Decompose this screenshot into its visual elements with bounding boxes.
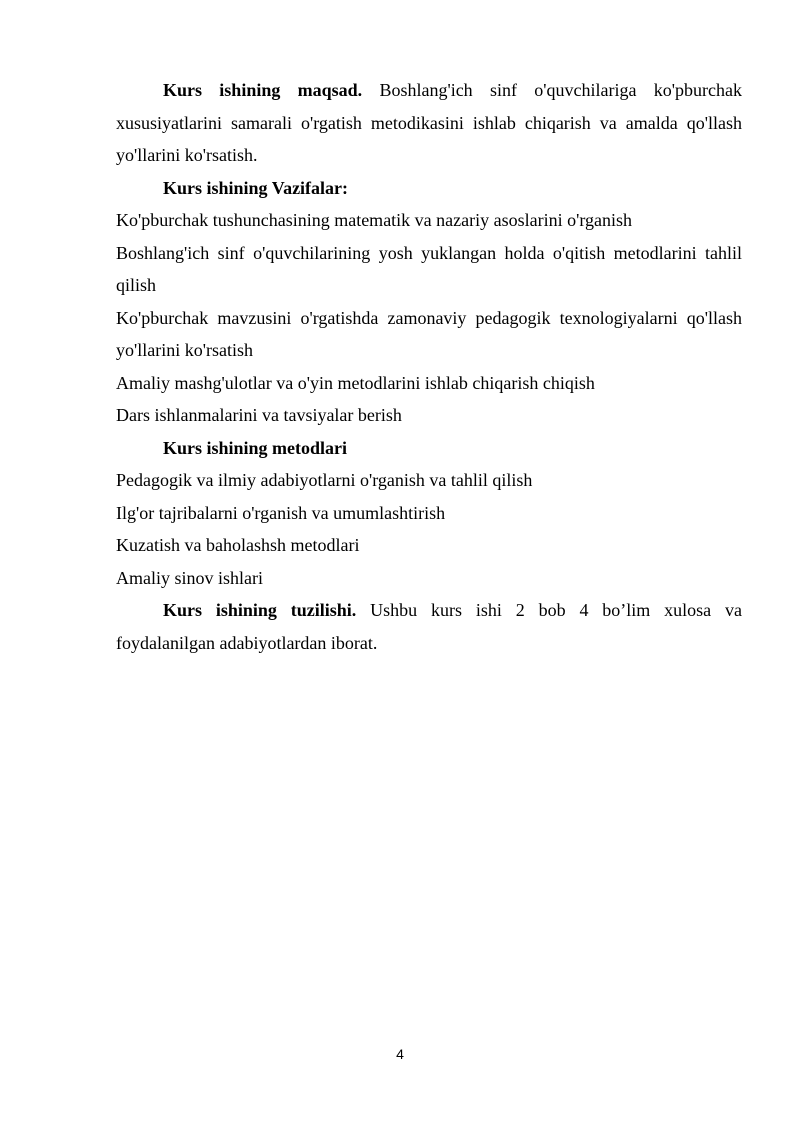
goal-paragraph: [116, 74, 742, 172]
goal-label: Kurs ishining maqsad.: [163, 80, 363, 100]
task-item: Amaliy mashg'ulotlar va o'yin metodlarini ishlab chiqarish chiqish: [116, 372, 595, 393]
method-item: Kuzatish va baholashsh metodlari: [116, 535, 360, 555]
goal-text: Boshlang'ich sinf o'quvchilariga ko'pburchak xususiyatlarini samarali o'rgatish metodikasini ishlab chiqarish va amalda qo'llash yo'llarini ko'rsatish.: [116, 80, 742, 165]
method-item: Amaliy sinov ishlari: [116, 567, 263, 588]
task-item: Ko'pburchak mavzusini o'rgatishda zamonaviy pedagogik texnologiyalarni qo'llash yo'llarini ko'rsatish: [116, 307, 742, 360]
structure-text: Ushbu kurs ishi 2 bob 4 bo’lim xulosa va foydalanilgan adabiyotlardan iborat.: [116, 600, 742, 653]
method-item: Ilg'or tajribalarni o'rganish va umumlashtirish: [116, 502, 446, 523]
structure-paragraph: [116, 594, 742, 659]
task-item: Boshlang'ich sinf o'quvchilarining yosh yuklangan holda o'qitish metodlarini tahlil qilish: [116, 242, 742, 295]
page-number: 4: [396, 1046, 404, 1062]
tasks-heading: Kurs ishining Vazifalar:: [163, 177, 349, 198]
methods-heading: Kurs ishining metodlari: [163, 437, 348, 458]
task-item: Dars ishlanmalarini va tavsiyalar berish: [116, 405, 402, 425]
method-item: Pedagogik va ilmiy adabiyotlarni o'rganish va tahlil qilish: [116, 470, 533, 490]
structure-label: Kurs ishining tuzilishi.: [163, 600, 357, 620]
task-item: Ko'pburchak tushunchasining matematik va nazariy asoslarini o'rganish: [116, 210, 633, 230]
document-body: [116, 74, 742, 659]
